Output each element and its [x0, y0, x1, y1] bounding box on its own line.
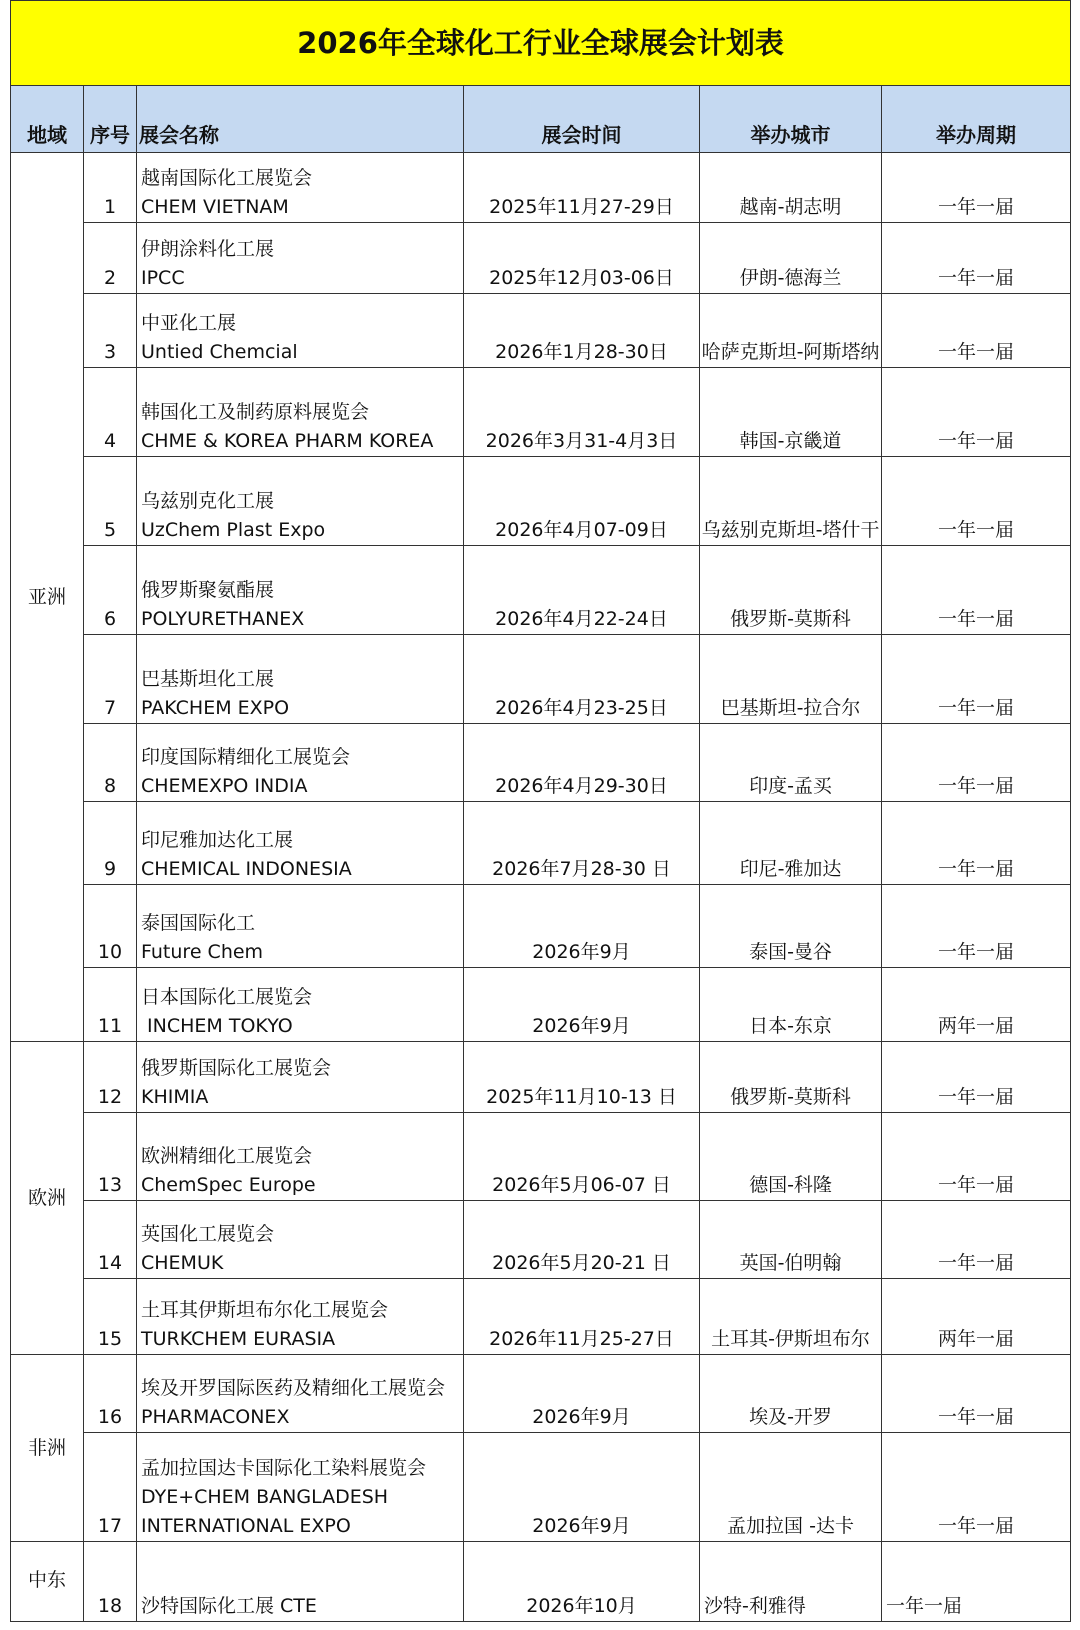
expo-name: 土耳其伊斯坦布尔化工展览会 TURKCHEM EURASIA [137, 1279, 464, 1355]
expo-cycle: 一年一届 [882, 1042, 1071, 1113]
expo-cycle: 一年一届 [882, 635, 1071, 724]
table-row [11, 802, 1071, 885]
expo-cycle: 一年一届 [882, 1355, 1071, 1433]
header-region: 地域 [11, 86, 84, 153]
table-row [11, 968, 1071, 1042]
table-row [11, 1355, 1071, 1433]
expo-cycle: 一年一届 [882, 457, 1071, 546]
row-no: 12 [84, 1042, 137, 1113]
row-no: 4 [84, 368, 137, 457]
header-cycle: 举办周期 [882, 86, 1071, 153]
expo-name: 孟加拉国达卡国际化工染料展览会 DYE+CHEM BANGLADESH INTERNATIONAL EXPO [137, 1433, 464, 1542]
expo-cycle: 一年一届 [882, 802, 1071, 885]
header-no: 序号 [84, 86, 137, 153]
expo-city: 印尼-雅加达 [700, 802, 882, 885]
expo-date: 2026年4月22-24日 [464, 546, 700, 635]
region-middle-east: 中东 [11, 1542, 84, 1622]
expo-city: 孟加拉国 -达卡 [700, 1433, 882, 1542]
expo-date: 2025年11月10-13 日 [464, 1042, 700, 1113]
expo-name: 泰国国际化工 Future Chem [137, 885, 464, 968]
expo-cycle: 一年一届 [882, 1113, 1071, 1201]
expo-name: 伊朗涂料化工展 IPCC [137, 223, 464, 294]
region-europe: 欧洲 [11, 1042, 84, 1355]
row-no: 2 [84, 223, 137, 294]
expo-city: 巴基斯坦-拉合尔 [700, 635, 882, 724]
expo-name: 韩国化工及制药原料展览会 CHME & KOREA PHARM KOREA [137, 368, 464, 457]
row-no: 9 [84, 802, 137, 885]
expo-name: 俄罗斯国际化工展览会 KHIMIA [137, 1042, 464, 1113]
expo-cycle: 一年一届 [882, 368, 1071, 457]
expo-date: 2026年9月 [464, 1433, 700, 1542]
expo-cycle: 一年一届 [882, 153, 1071, 223]
expo-city: 埃及-开罗 [700, 1355, 882, 1433]
table-row [11, 368, 1071, 457]
expo-city: 英国-伯明翰 [700, 1201, 882, 1279]
table-row [11, 635, 1071, 724]
expo-city: 日本-东京 [700, 968, 882, 1042]
expo-cycle: 两年一届 [882, 1279, 1071, 1355]
expo-date: 2026年4月07-09日 [464, 457, 700, 546]
expo-name: 俄罗斯聚氨酯展 POLYURETHANEX [137, 546, 464, 635]
expo-date: 2026年10月 [464, 1542, 700, 1622]
table-row [11, 1279, 1071, 1355]
table-row [11, 1433, 1071, 1542]
expo-date: 2026年5月20-21 日 [464, 1201, 700, 1279]
expo-city: 越南-胡志明 [700, 153, 882, 223]
expo-cycle: 一年一届 [882, 1201, 1071, 1279]
row-no: 11 [84, 968, 137, 1042]
expo-city: 泰国-曼谷 [700, 885, 882, 968]
row-no: 6 [84, 546, 137, 635]
table-row [11, 1113, 1071, 1201]
row-no: 10 [84, 885, 137, 968]
row-no: 16 [84, 1355, 137, 1433]
expo-name: 印度国际精细化工展览会 CHEMEXPO INDIA [137, 724, 464, 802]
expo-date: 2026年1月28-30日 [464, 294, 700, 368]
expo-city: 乌兹别克斯坦-塔什干 [700, 457, 882, 546]
expo-date: 2025年11月27-29日 [464, 153, 700, 223]
expo-name: 乌兹别克化工展 UzChem Plast Expo [137, 457, 464, 546]
row-no: 17 [84, 1433, 137, 1542]
row-no: 7 [84, 635, 137, 724]
expo-cycle: 一年一届 [882, 294, 1071, 368]
row-no: 5 [84, 457, 137, 546]
expo-date: 2026年5月06-07 日 [464, 1113, 700, 1201]
row-no: 1 [84, 153, 137, 223]
expo-cycle: 一年一届 [882, 724, 1071, 802]
expo-name: 越南国际化工展览会 CHEM VIETNAM [137, 153, 464, 223]
row-no: 13 [84, 1113, 137, 1201]
expo-date: 2026年4月29-30日 [464, 724, 700, 802]
expo-city: 伊朗-德海兰 [700, 223, 882, 294]
expo-name: 中亚化工展 Untied Chemcial [137, 294, 464, 368]
expo-city: 印度-孟买 [700, 724, 882, 802]
table-row [11, 457, 1071, 546]
expo-name: 印尼雅加达化工展 CHEMICAL INDONESIA [137, 802, 464, 885]
table-row [11, 223, 1071, 294]
header-date: 展会时间 [464, 86, 700, 153]
row-no: 14 [84, 1201, 137, 1279]
region-asia: 亚洲 [11, 153, 84, 1042]
row-no: 18 [84, 1542, 137, 1622]
expo-date: 2026年9月 [464, 1355, 700, 1433]
expo-date: 2026年7月28-30 日 [464, 802, 700, 885]
expo-city: 俄罗斯-莫斯科 [700, 1042, 882, 1113]
row-no: 8 [84, 724, 137, 802]
expo-cycle: 一年一届 [882, 885, 1071, 968]
header-city: 举办城市 [700, 86, 882, 153]
sheet-title: 2026年全球化工行业全球展会计划表 [11, 1, 1071, 86]
expo-name: 欧洲精细化工展览会 ChemSpec Europe [137, 1113, 464, 1201]
expo-date: 2026年4月23-25日 [464, 635, 700, 724]
expo-name: 巴基斯坦化工展 PAKCHEM EXPO [137, 635, 464, 724]
expo-cycle: 两年一届 [882, 968, 1071, 1042]
table-row [11, 1042, 1071, 1113]
expo-cycle: 一年一届 [882, 1433, 1071, 1542]
table-row [11, 153, 1071, 223]
expo-cycle: 一年一届 [882, 546, 1071, 635]
expo-date: 2025年12月03-06日 [464, 223, 700, 294]
expo-name: 沙特国际化工展 CTE [137, 1542, 464, 1622]
row-no: 15 [84, 1279, 137, 1355]
table-row [11, 1542, 1071, 1622]
expo-name: 英国化工展览会 CHEMUK [137, 1201, 464, 1279]
expo-name: 日本国际化工展览会 INCHEM TOKYO [137, 968, 464, 1042]
table-row [11, 1201, 1071, 1279]
expo-date: 2026年9月 [464, 968, 700, 1042]
expo-name: 埃及开罗国际医药及精细化工展览会 PHARMACONEX [137, 1355, 464, 1433]
expo-cycle: 一年一届 [882, 1542, 1071, 1622]
table-row [11, 724, 1071, 802]
header-name: 展会名称 [137, 86, 464, 153]
expo-city: 韩国-京畿道 [700, 368, 882, 457]
expo-table [10, 0, 1071, 1622]
expo-date: 2026年11月25-27日 [464, 1279, 700, 1355]
expo-city: 哈萨克斯坦-阿斯塔纳 [700, 294, 882, 368]
expo-city: 德国-科隆 [700, 1113, 882, 1201]
table-row [11, 546, 1071, 635]
region-africa: 非洲 [11, 1355, 84, 1542]
table-row [11, 294, 1071, 368]
row-no: 3 [84, 294, 137, 368]
expo-city: 俄罗斯-莫斯科 [700, 546, 882, 635]
expo-city: 土耳其-伊斯坦布尔 [700, 1279, 882, 1355]
expo-date: 2026年9月 [464, 885, 700, 968]
expo-city: 沙特-利雅得 [700, 1542, 882, 1622]
expo-cycle: 一年一届 [882, 223, 1071, 294]
table-row [11, 885, 1071, 968]
expo-date: 2026年3月31-4月3日 [464, 368, 700, 457]
